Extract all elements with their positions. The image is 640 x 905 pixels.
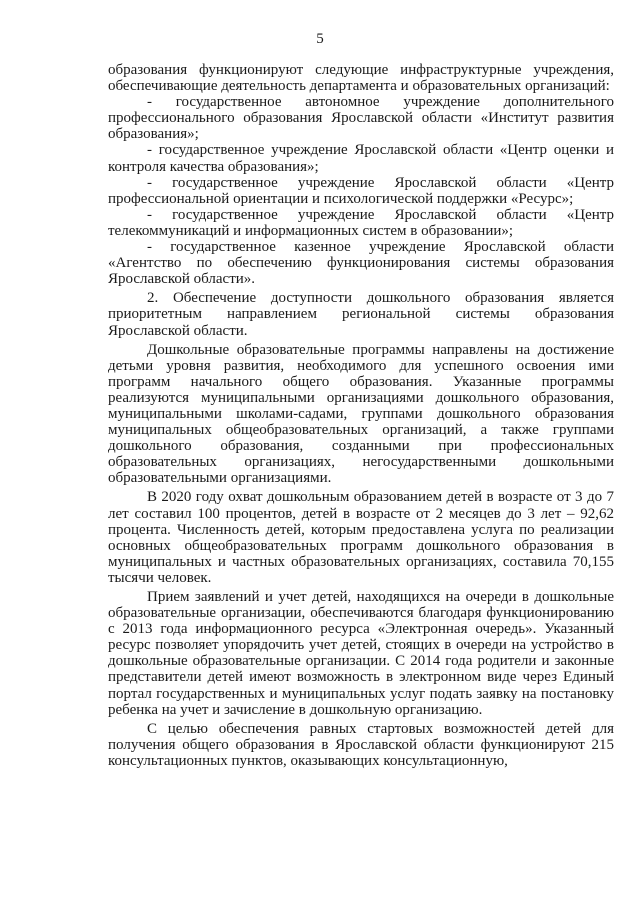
list-item-quality-center: - государственное учреждение Ярославской области «Центр оценки и контроля качества образования»;: [108, 142, 614, 175]
paragraph-consultation-points: С целью обеспечения равных стартовых возможностей детей для получения общего образования в Ярославской области функционируют 215 консультационных пунктов, оказывающих консультационную,: [108, 720, 614, 769]
paragraph-section-2: 2. Обеспечение доступности дошкольного образования является приоритетным направлением региональной системы образования Ярославской области.: [108, 290, 614, 339]
paragraph-coverage-2020: В 2020 году охват дошкольным образованием детей в возрасте от 3 до 7 лет составил 100 процентов, детей в возрасте от 2 месяцев до 3 лет – 92,62 процента. Численность детей, которым предоставлена услуга по реализации основных общеобразовательных программ дошкольного образования в муниципальных и частных образовательных организациях, составила 70,155 тысячи человек.: [108, 489, 614, 586]
list-item-institute: - государственное автономное учреждение дополнительного профессионального образования Ярославской области «Институт развития образования»;: [108, 94, 614, 143]
list-item-telecom-center: - государственное учреждение Ярославской области «Центр телекоммуникаций и информационных систем в образовании»;: [108, 206, 614, 239]
page-number: 5: [316, 31, 324, 47]
document-body: [108, 62, 614, 769]
paragraph-electronic-queue: Прием заявлений и учет детей, находящихся на очереди в дошкольные образовательные организации, обеспечиваются благодаря функционированию с 2013 года информационного ресурса «Электронная очередь». Указанный ресурс позволяет упорядочить учет детей, стоящих в очереди на устройство в дошкольные образовательные организации. С 2014 года родители и законные представители детей имеют возможность в электронном виде через Единый портал государственных и муниципальных услуг подать заявку на постановку ребенка на учет и зачисление в дошкольную организацию.: [108, 589, 614, 718]
list-item-resource-center: - государственное учреждение Ярославской области «Центр профессиональной ориентации и психологической поддержки «Ресурс»;: [108, 174, 614, 207]
list-item-agency: - государственное казенное учреждение Ярославской области «Агентство по обеспечению функционирования системы образования Ярославской области».: [108, 239, 614, 288]
paragraph-intro: образования функционируют следующие инфраструктурные учреждения, обеспечивающие деятельность департамента и образовательных организаций:: [108, 62, 614, 95]
paragraph-programs: Дошкольные образовательные программы направлены на достижение детьми уровня развития, необходимого для успешного освоения ими программ начального общего образования. Указанные программы реализуются муниципальными организациями дошкольного образования, муниципальными школами-садами, группами дошкольного образования муниципальных общеобразовательных организаций, а также группами дошкольного образования, созданными при профессиональных образовательных организациях, негосударственными дошкольными образовательными организациями.: [108, 341, 614, 487]
